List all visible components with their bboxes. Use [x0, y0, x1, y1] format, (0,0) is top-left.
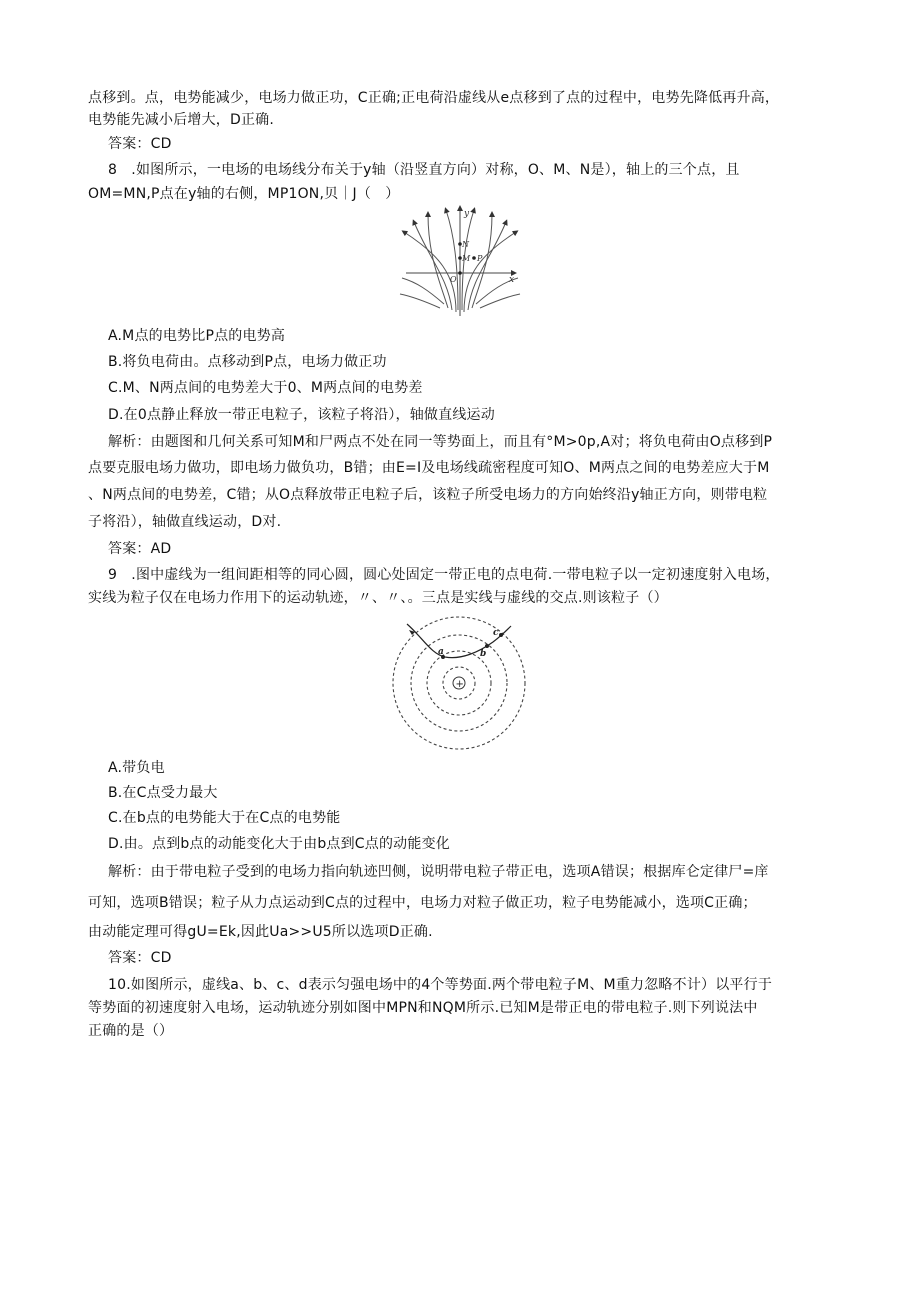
q9-option-d: D.由。点到b点的动能变化大于由b点到C点的动能变化 [108, 836, 450, 852]
q8-analysis-line-2: 点要克服电场力做功，即电场力做负功，B错；由E=I及电场线疏密程度可知O、M两点之间的电势差应大于M [88, 460, 770, 476]
q8-answer: 答案：AD [108, 541, 172, 557]
positive-charge-sign: + [455, 679, 464, 690]
point-c [499, 633, 503, 637]
q9-option-c: C.在b点的电势能大于在C点的电势能 [108, 810, 341, 826]
q9-option-a: A.带负电 [108, 760, 165, 776]
label-y: y [464, 209, 470, 219]
q8-analysis-line-4: 子将沿），轴做直线运动，D对. [88, 514, 282, 530]
q9-stem-line-2: 实线为粒子仅在电场力作用下的运动轨迹，〃、〃、。三点是实线与虚线的交点.则该粒子（） [88, 590, 668, 606]
label-a: a [438, 647, 444, 657]
label-o: O [450, 275, 457, 284]
q10-stem-line-1: 10.如图所示，虚线a、b、c、d表示匀强电场中的4个等势面.两个带电粒子M、M重力忽略不计）以平行于 [108, 977, 773, 993]
q9-analysis-line-1: 解析：由于带电粒子受到的电场力指向轨迹凹侧，说明带电粒子带正电，选项A错误；根据库仑定律尸=庠 [108, 864, 769, 880]
q10-stem-line-3: 正确的是（） [88, 1023, 174, 1039]
q9-analysis-line-3: 由动能定理可得gU=Ek,因此Ua>>U5所以选项D正确. [88, 924, 433, 940]
q8-field-line-figure [398, 204, 522, 320]
point-o [458, 271, 462, 275]
q9-answer: 答案：CD [108, 950, 172, 966]
q10-stem-line-2: 等势面的初速度射入电场，运动轨迹分别如图中MPN和NQM所示.已知M是带正电的带电粒子.则下列说法中 [88, 1000, 758, 1016]
q8-analysis-line-3: 、N两点间的电势差，C错；从O点释放带正电粒子后，该粒子所受电场力的方向始终沿y轴正方向，则带电粒 [88, 487, 768, 503]
q8-analysis-line-1: 解析：由题图和几何关系可知M和尸两点不处在同一等势面上，而且有°M>0p,A对；将负电荷由O点移到P [108, 434, 773, 450]
q9-stem-line-1: 9 .图中虚线为一组间距相等的同心圆，圆心处固定一带正电的点电荷.一带电粒子以一定初速度射入电场， [108, 567, 780, 583]
q8-option-d: D.在0点静止释放一带正电粒子，该粒子将沿），轴做直线运动 [108, 407, 495, 423]
continuation-line-2: 电势能先减小后增大，D正确. [88, 112, 275, 128]
q9-analysis-line-2: 可知，选项B错误；粒子从力点运动到C点的过程中，电场力对粒子做正功，粒子电势能减小，选项C正确； [88, 895, 757, 911]
label-p: P [477, 254, 483, 263]
q9-concentric-circles-figure [383, 610, 537, 752]
label-b: b [480, 649, 487, 659]
q9-option-b: B.在C点受力最大 [108, 785, 218, 801]
point-p [472, 256, 476, 260]
label-m: M [462, 254, 471, 263]
q8-option-c: C.M、N两点间的电势差大于0、M两点间的电势差 [108, 380, 423, 396]
label-c: c [493, 628, 499, 638]
q8-stem-line-2: OM=MN,P点在y轴的右侧，MP1ON,贝｜J（ ） [88, 186, 400, 202]
continuation-line-1: 点移到。点，电势能减少，电场力做正功，C正确;正电荷沿虚线从e点移到了点的过程中，电势先降低再升高， [88, 90, 780, 106]
answer-prev: 答案：CD [108, 136, 172, 152]
q8-option-a: A.M点的电势比P点的电势高 [108, 328, 286, 344]
point-b [485, 644, 489, 648]
label-x: x [509, 275, 515, 285]
q8-option-b: B.将负电荷由。点移动到P点，电场力做正功 [108, 354, 387, 370]
q8-stem-line-1: 8 .如图所示，一电场的电场线分布关于y轴（沿竖直方向）对称，O、M、N是），轴上的三个点，且 [108, 162, 740, 178]
label-n: N [462, 240, 469, 249]
